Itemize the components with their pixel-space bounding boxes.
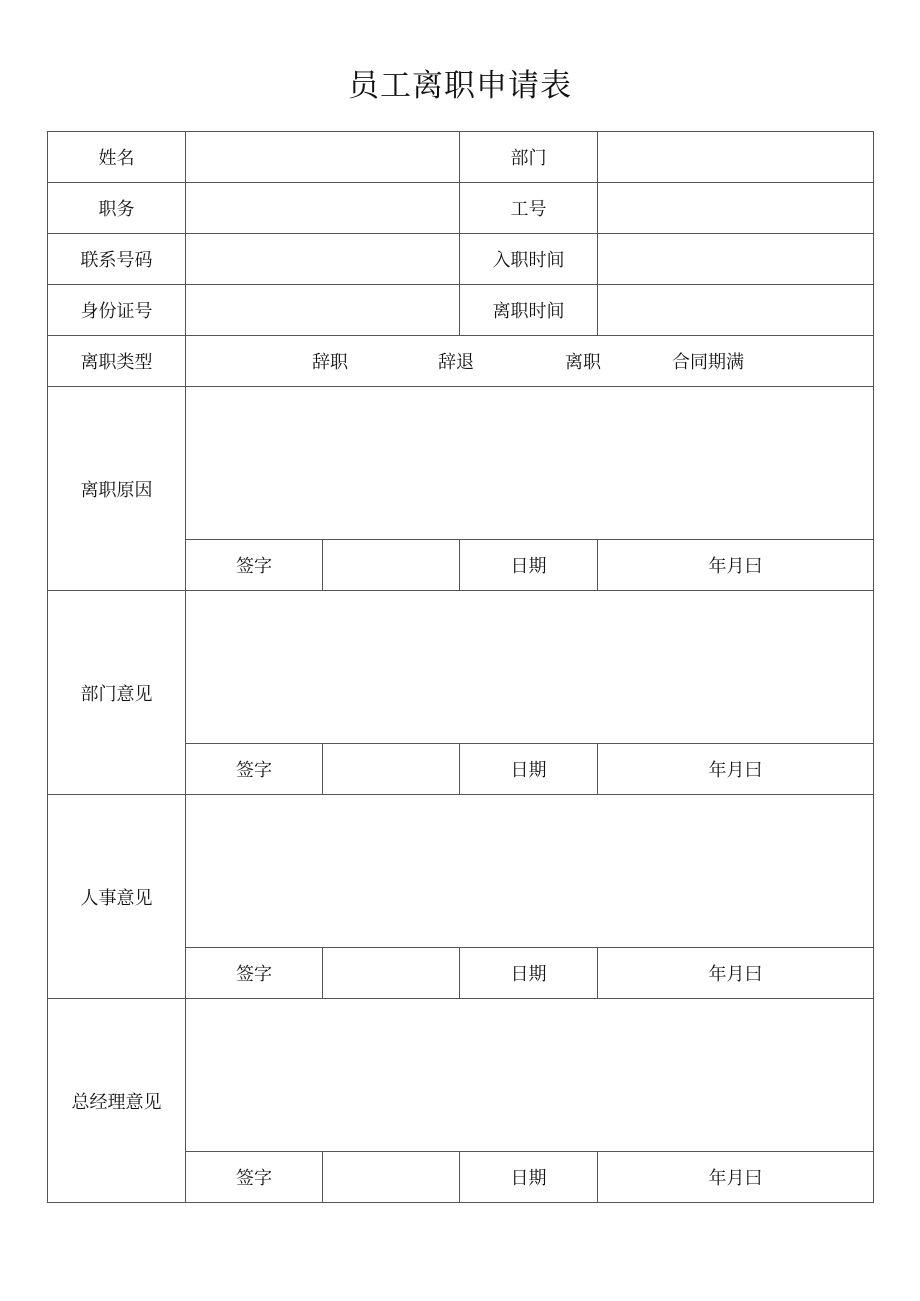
section-content-area[interactable] (186, 387, 874, 540)
section-label: 部门意见 (48, 591, 186, 795)
leave-date-label: 离职时间 (460, 285, 598, 336)
row-phone-hiredate (48, 234, 874, 285)
date-label: 日期 (460, 744, 598, 795)
date-value[interactable]: 年月曰 (598, 744, 874, 795)
row-name-dept (48, 132, 874, 183)
position-label: 职务 (48, 183, 186, 234)
section-hr-opinion (48, 795, 874, 948)
row-leave-type (48, 336, 874, 387)
sign-field[interactable] (323, 540, 460, 591)
name-label: 姓名 (48, 132, 186, 183)
section-label: 总经理意见 (48, 999, 186, 1203)
sign-label: 签字 (186, 1152, 323, 1203)
leave-type-option-contract-expired[interactable]: 合同期满 (672, 352, 744, 373)
section-content-area[interactable] (186, 795, 874, 948)
section-content-area[interactable] (186, 591, 874, 744)
section-gm-opinion (48, 999, 874, 1152)
hire-date-field[interactable] (598, 234, 874, 285)
sign-label: 签字 (186, 540, 323, 591)
name-field[interactable] (186, 132, 460, 183)
sign-field[interactable] (323, 744, 460, 795)
leave-type-options (186, 336, 874, 387)
id-field[interactable] (186, 285, 460, 336)
page-title: 员工离职申请表 (348, 68, 572, 104)
leave-type-option-resign[interactable]: 辞职 (312, 352, 348, 373)
date-value[interactable]: 年月曰 (598, 948, 874, 999)
position-field[interactable] (186, 183, 460, 234)
dept-field[interactable] (598, 132, 874, 183)
sign-field[interactable] (323, 948, 460, 999)
sign-field[interactable] (323, 1152, 460, 1203)
hire-date-label: 入职时间 (460, 234, 598, 285)
date-value[interactable]: 年月曰 (598, 540, 874, 591)
section-reason (48, 387, 874, 540)
leave-type-option-dismissed[interactable]: 辞退 (438, 352, 474, 373)
date-label: 日期 (460, 1152, 598, 1203)
sign-label: 签字 (186, 744, 323, 795)
row-id-leavedate (48, 285, 874, 336)
date-value[interactable]: 年月曰 (598, 1152, 874, 1203)
phone-label: 联系号码 (48, 234, 186, 285)
date-label: 日期 (460, 948, 598, 999)
empno-label: 工号 (460, 183, 598, 234)
row-position-empno (48, 183, 874, 234)
leave-type-label: 离职类型 (48, 336, 186, 387)
sign-label: 签字 (186, 948, 323, 999)
resignation-form-table (47, 131, 874, 1203)
leave-type-option-leave[interactable]: 离职 (565, 352, 601, 373)
leave-date-field[interactable] (598, 285, 874, 336)
section-dept-opinion (48, 591, 874, 744)
id-label: 身份证号 (48, 285, 186, 336)
section-label: 人事意见 (48, 795, 186, 999)
phone-field[interactable] (186, 234, 460, 285)
section-content-area[interactable] (186, 999, 874, 1152)
empno-field[interactable] (598, 183, 874, 234)
section-label: 离职原因 (48, 387, 186, 591)
date-label: 日期 (460, 540, 598, 591)
dept-label: 部门 (460, 132, 598, 183)
